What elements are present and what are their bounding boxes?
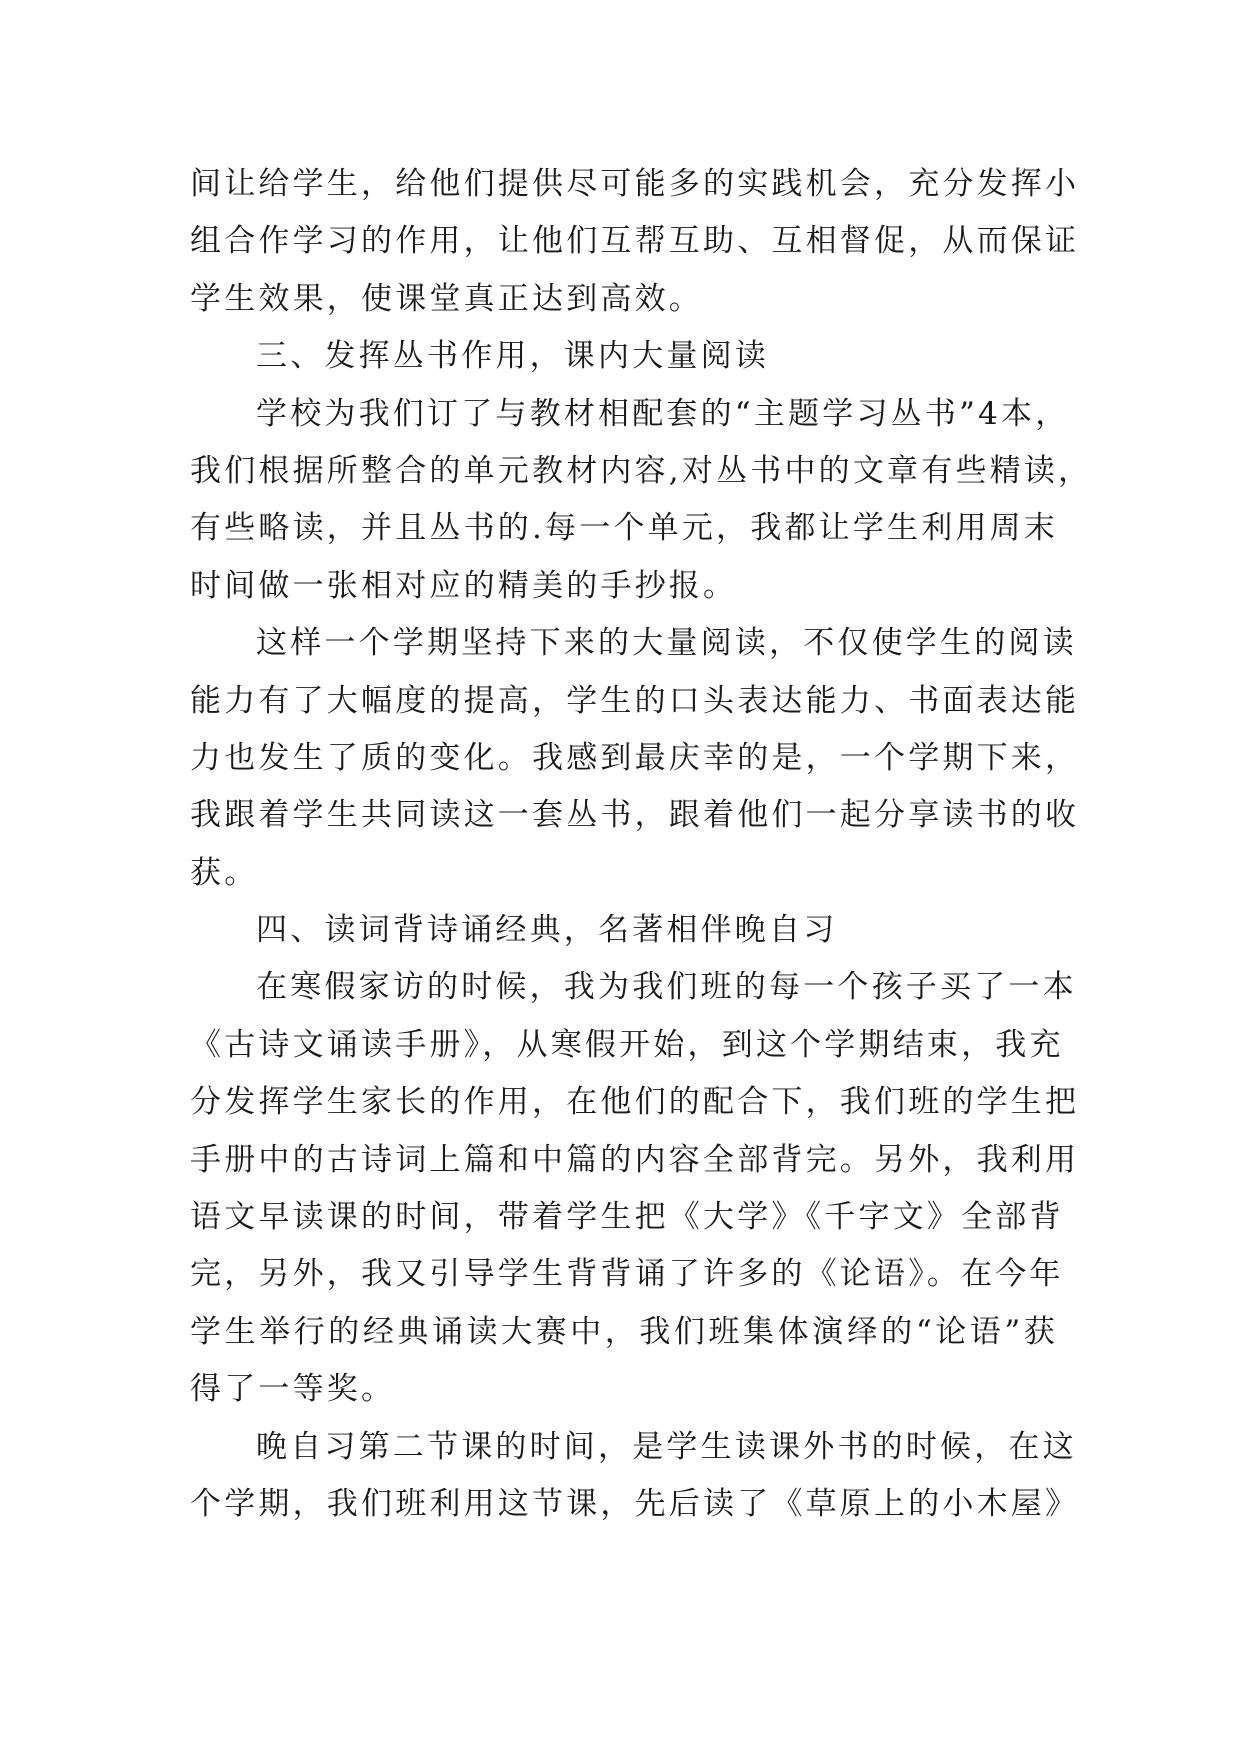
text-line: 个学期，我们班利用这节课，先后读了《草原上的小木屋》 bbox=[190, 1485, 1080, 1522]
text-line: 手册中的古诗词上篇和中篇的内容全部背完。另外，我利用 bbox=[190, 1141, 1080, 1178]
text-line: 获。 bbox=[190, 854, 259, 891]
text-line: 在寒假家访的时候，我为我们班的每一个孩子买了一本 bbox=[256, 969, 1077, 1006]
text-line: 间让给学生，给他们提供尽可能多的实践机会，充分发挥小 bbox=[190, 166, 1080, 202]
text-line: 学校为我们订了与教材相配套的“主题学习丛书”4本， bbox=[256, 395, 1070, 432]
text-line: 得了一等奖。 bbox=[190, 1371, 396, 1408]
text-line: 分发挥学生家长的作用，在他们的配合下，我们班的学生把 bbox=[190, 1084, 1080, 1121]
text-line: 语文早读课的时间，带着学生把《大学》《千字文》全部背 bbox=[190, 1199, 1064, 1236]
text-line: 能力有了大幅度的提高，学生的口头表达能力、书面表达能 bbox=[190, 682, 1080, 719]
section-heading: 四、读词背诗诵经典，名著相伴晚自习 bbox=[256, 912, 838, 949]
text-line: 这样一个学期坚持下来的大量阅读，不仅使学生的阅读 bbox=[256, 625, 1077, 662]
text-line: 时间做一张相对应的精美的手抄报。 bbox=[190, 567, 738, 604]
text-line: 学生效果，使课堂真正达到高效。 bbox=[190, 280, 703, 317]
document-body bbox=[190, 156, 1093, 1533]
text-line: 我们根据所整合的单元教材内容,对丛书中的文章有些精读， bbox=[190, 452, 1093, 489]
text-line: 力也发生了质的变化。我感到最庆幸的是，一个学期下来， bbox=[190, 739, 1080, 776]
text-line: 组合作学习的作用，让他们互帮互助、互相督促，从而保证 bbox=[190, 223, 1080, 260]
text-line: 《古诗文诵读手册》，从寒假开始，到这个学期结束，我充 bbox=[190, 1026, 1064, 1063]
text-line: 学生举行的经典诵读大赛中，我们班集体演绎的“论语”获 bbox=[190, 1313, 1058, 1350]
text-line: 我跟着学生共同读这一套丛书，跟着他们一起分享读书的收 bbox=[190, 797, 1080, 834]
text-line: 有些略读，并且丛书的.每一个单元，我都让学生利用周末 bbox=[190, 510, 1059, 547]
text-line: 完，另外，我又引导学生背背诵了许多的《论语》。在今年 bbox=[190, 1256, 1064, 1293]
text-line: 晚自习第二节课的时间，是学生读课外书的时候，在这 bbox=[256, 1428, 1077, 1465]
section-heading: 三、发挥丛书作用，课内大量阅读 bbox=[256, 338, 769, 375]
